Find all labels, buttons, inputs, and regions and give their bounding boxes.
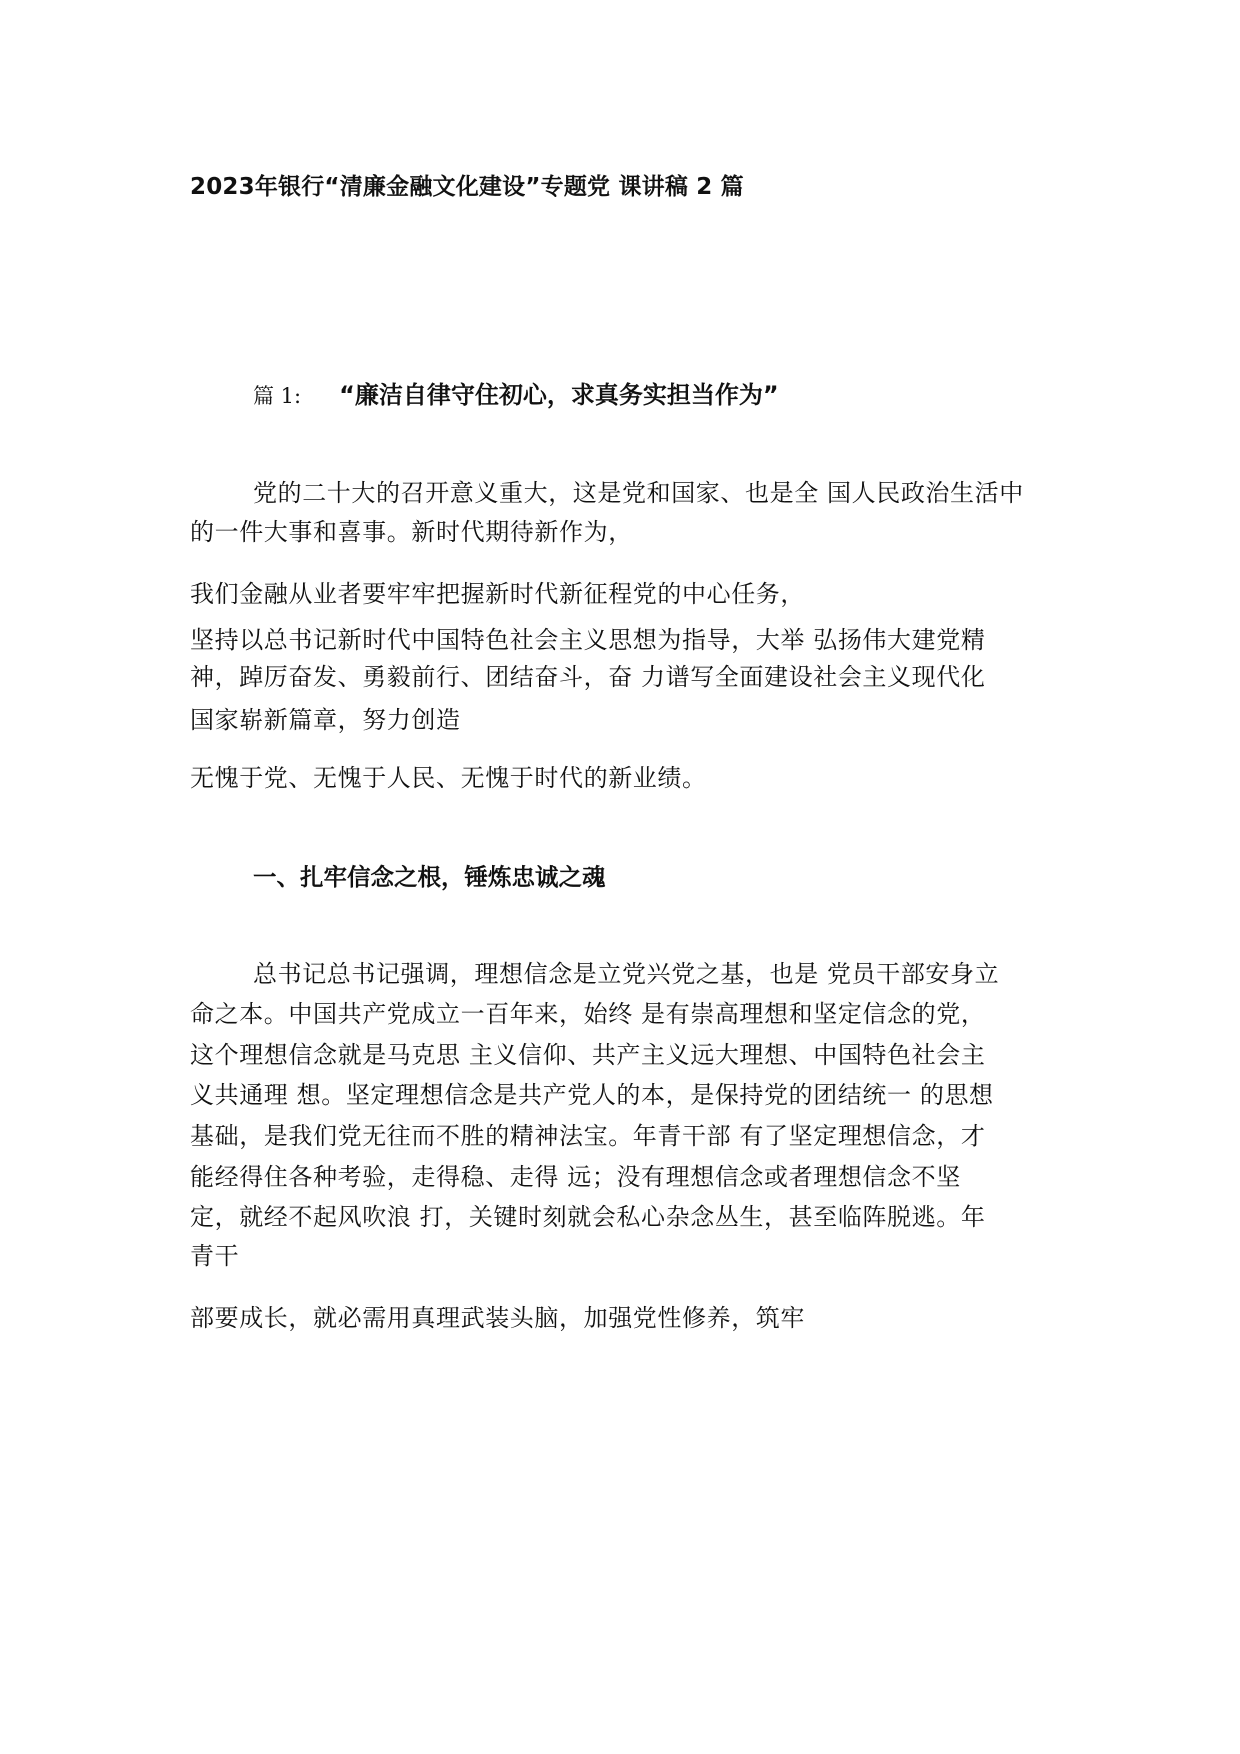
- section-label: 篇 1:: [253, 384, 302, 408]
- section-quote: “廉洁自律守住初心，求真务实担当作为”: [339, 381, 779, 409]
- paragraph-line: 党的二十大的召开意义重大，这是党和国家、也是全 国人民政治生活中: [253, 479, 1024, 507]
- paragraph-line: 坚持以总书记新时代中国特色社会主义思想为指导，大举 弘扬伟大建党精: [190, 626, 986, 654]
- paragraph-line: 青干: [190, 1242, 240, 1270]
- paragraph-line: 神，踔厉奋发、勇毅前行、团结奋斗，奋 力谱写全面建设社会主义现代化: [190, 663, 986, 691]
- paragraph-line: 义共通理 想。坚定理想信念是共产党人的本，是保持党的团结统一 的思想: [190, 1081, 994, 1109]
- paragraph-line: 的一件大事和喜事。新时代期待新作为，: [190, 518, 633, 546]
- paragraph-line: 能经得住各种考验，走得稳、走得 远；没有理想信念或者理想信念不坚: [190, 1163, 961, 1191]
- paragraph-line: 这个理想信念就是马克思 主义信仰、共产主义远大理想、中国特色社会主: [190, 1041, 986, 1069]
- section-heading: [253, 383, 779, 407]
- paragraph-line: 国家崭新篇章，努力创造: [190, 706, 461, 734]
- paragraph-line: 总书记总书记强调，理想信念是立党兴党之基，也是 党员干部安身立: [253, 960, 1000, 988]
- paragraph-line: 部要成长，就必需用真理武装头脑，加强党性修养，筑牢: [190, 1304, 805, 1332]
- document-title: 2023年银行“清廉金融文化建设”专题党 课讲稿 2 篇: [190, 174, 744, 200]
- subheading: 一、扎牢信念之根，锤炼忠诚之魂: [253, 863, 606, 891]
- paragraph-line: 命之本。中国共产党成立一百年来，始终 是有崇高理想和坚定信念的党，: [190, 1000, 986, 1028]
- paragraph-line: 无愧于党、无愧于人民、无愧于时代的新业绩。: [190, 764, 707, 792]
- paragraph-line: 基础，是我们党无往而不胜的精神法宝。年青干部 有了坚定理想信念，才: [190, 1122, 986, 1150]
- paragraph-line: 我们金融从业者要牢牢把握新时代新征程党的中心任务，: [190, 580, 805, 608]
- paragraph-line: 定，就经不起风吹浪 打，关键时刻就会私心杂念丛生，甚至临阵脱逃。年: [190, 1203, 986, 1231]
